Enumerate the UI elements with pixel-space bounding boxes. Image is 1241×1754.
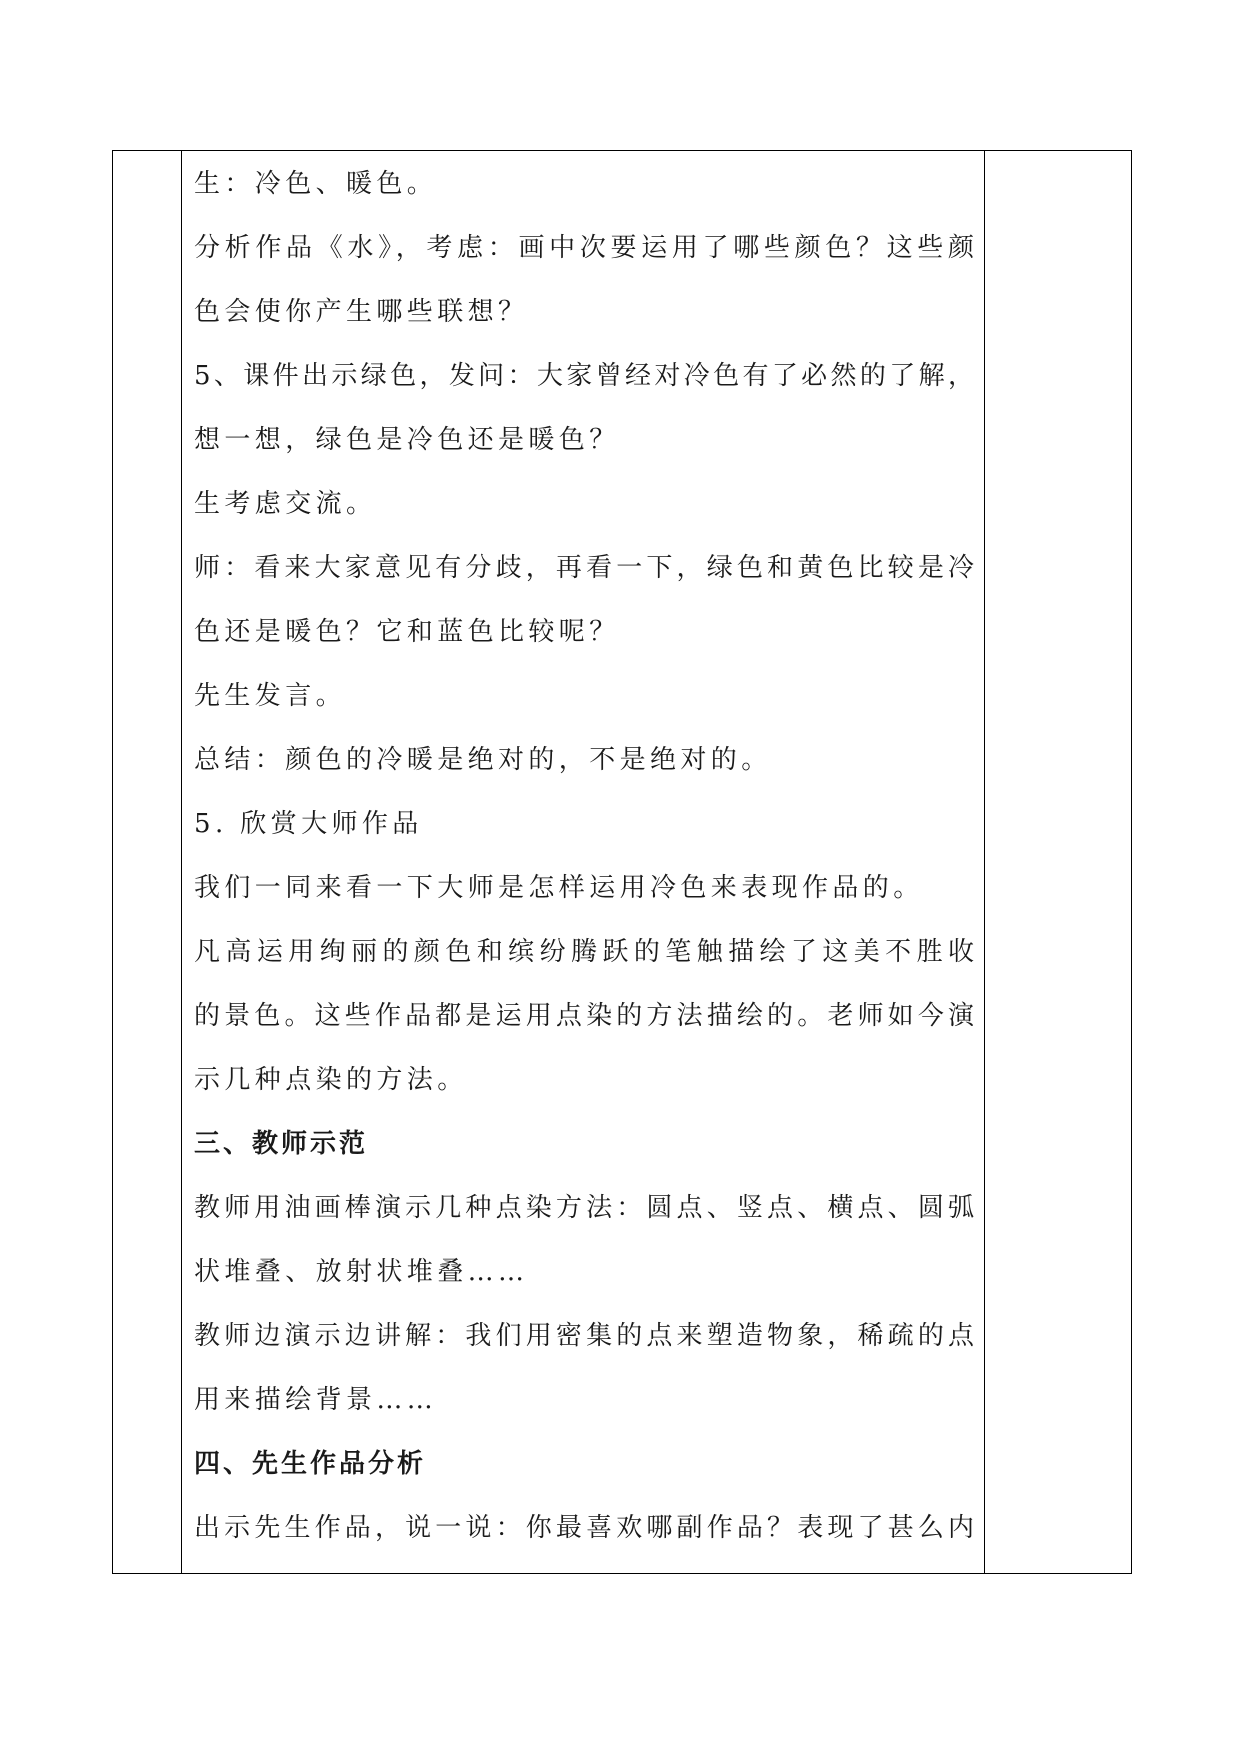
text-line: 教师边演示边讲解：我们用密集的点来塑造物象，稀疏的点 [194,1321,974,1351]
text-line: 想一想，绿色是冷色还是暖色？ [194,425,620,455]
text-line: 用来描绘背景…… [194,1385,438,1415]
text-line: 总结：颜色的冷暖是绝对的，不是绝对的。 [194,745,772,775]
text-line: 色还是暖色？它和蓝色比较呢？ [194,617,620,647]
text-line: 凡高运用绚丽的颜色和缤纷腾跃的笔触描绘了这美不胜收 [194,937,974,967]
text-line: 先生发言。 [194,681,347,711]
text-line: 色会使你产生哪些联想？ [194,297,529,327]
text-line: 状堆叠、放射状堆叠…… [194,1257,529,1287]
section-heading: 四、先生作品分析 [194,1449,427,1479]
text-line: 生：冷色、暖色。 [194,169,438,199]
text-line: 5. 欣赏大师作品 [194,809,423,839]
text-line: 生考虑交流。 [194,489,377,519]
left-column-divider [181,151,182,1573]
text-line: 教师用油画棒演示几种点染方法：圆点、竖点、横点、圆弧 [194,1193,974,1223]
text-line: 的景色。这些作品都是运用点染的方法描绘的。老师如今演 [194,1001,974,1031]
text-line: 示几种点染的方法。 [194,1065,468,1095]
text-line: 分析作品《水》，考虑：画中次要运用了哪些颜色？这些颜 [194,233,974,263]
text-line: 5、课件出示绿色，发问：大家曾经对冷色有了必然的了解， [194,361,974,391]
right-column-divider [984,151,985,1573]
text-line: 出示先生作品，说一说：你最喜欢哪副作品？表现了甚么内 [194,1513,974,1543]
text-line: 我们一同来看一下大师是怎样运用冷色来表现作品的。 [194,873,924,903]
section-heading: 三、教师示范 [194,1129,369,1159]
text-line: 师：看来大家意见有分歧，再看一下，绿色和黄色比较是冷 [194,553,974,583]
